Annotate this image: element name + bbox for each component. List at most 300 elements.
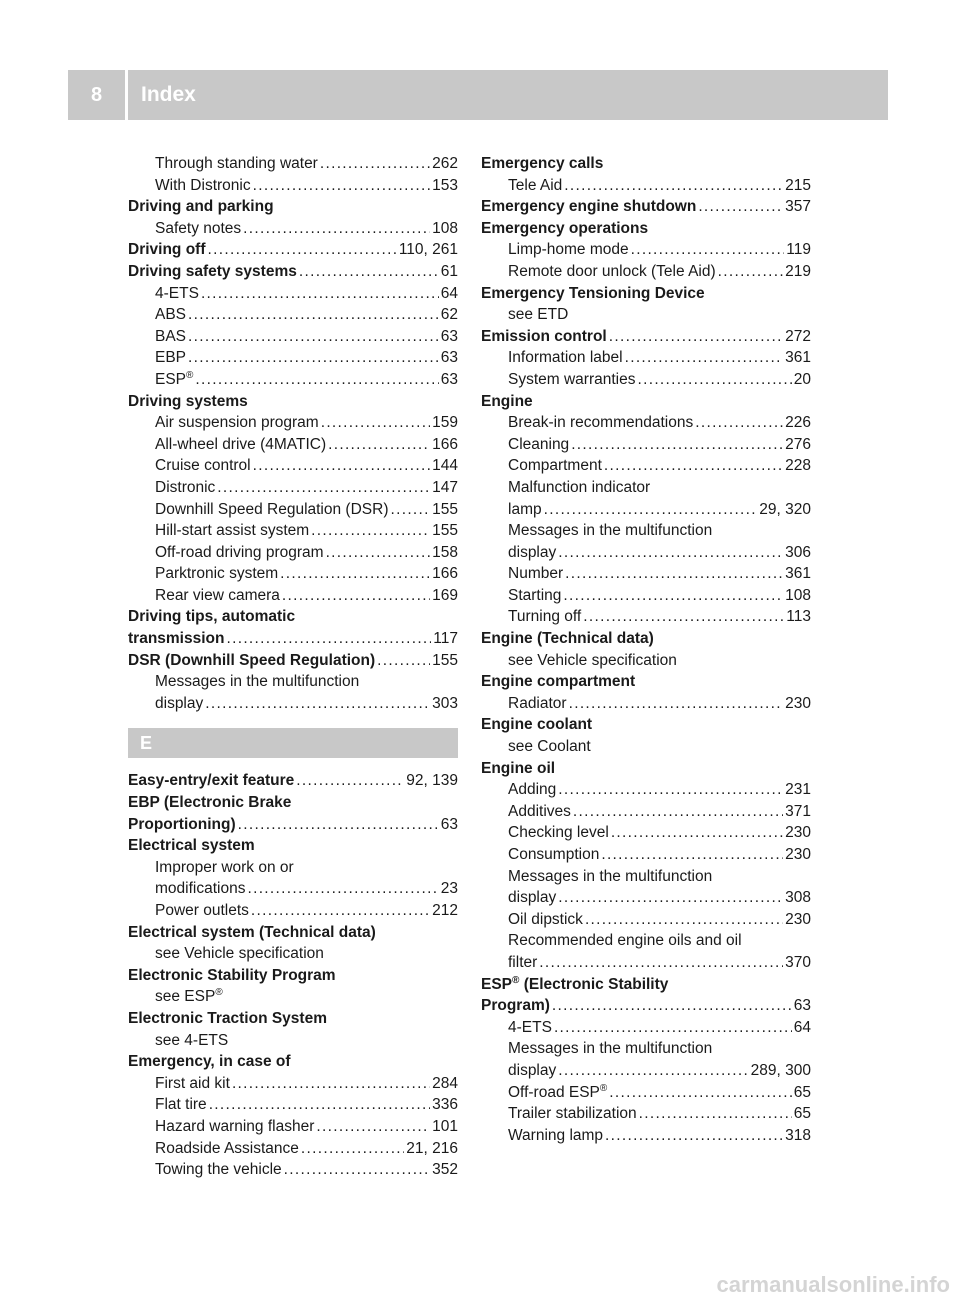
index-subentry: [481, 563, 811, 585]
entry-text: Power outlets: [155, 902, 249, 919]
page-reference[interactable]: 65: [793, 1105, 811, 1123]
index-entry: [128, 814, 458, 836]
index-subentry: [128, 283, 458, 305]
entry-text: System warranties: [508, 370, 636, 388]
index-subentry: [128, 434, 458, 456]
entry-text: Engine oil: [481, 759, 556, 777]
entry-text: 4-ETS: [508, 1018, 552, 1036]
index-subentry: [128, 943, 458, 965]
entry-text: Starting: [508, 586, 562, 604]
page-reference[interactable]: 306: [785, 543, 811, 561]
entry-text: lamp: [508, 500, 542, 518]
dot-leader: [563, 585, 783, 607]
index-subentry: [128, 857, 458, 879]
entry-text: Checking level: [508, 824, 609, 842]
page-reference[interactable]: 23: [440, 880, 458, 898]
index-subentry: [481, 1038, 811, 1060]
index-subentry: [128, 693, 458, 715]
index-subentry: [128, 585, 458, 607]
entry-text: Information label: [508, 349, 623, 367]
index-subentry: [481, 239, 811, 261]
index-subentry: [481, 455, 811, 477]
entry-text: With Distronic: [155, 176, 251, 194]
entry-text: Emergency operations: [481, 219, 649, 237]
page-reference[interactable]: 352: [432, 1161, 458, 1179]
dot-leader: [571, 434, 783, 456]
index-subentry: [128, 542, 458, 564]
index-subentry: [128, 520, 458, 542]
dot-leader: [188, 326, 439, 348]
dot-leader: [201, 283, 439, 305]
dot-leader: [282, 585, 430, 607]
page-reference[interactable]: 117: [433, 630, 458, 648]
index-subentry: [481, 606, 811, 628]
page-reference[interactable]: 228: [785, 457, 811, 475]
index-subentry: [128, 175, 458, 197]
entry-text: Driving systems: [128, 392, 248, 410]
page-reference[interactable]: 289, 300: [750, 1061, 811, 1079]
page-reference[interactable]: 155: [432, 651, 458, 669]
entry-text: transmission: [128, 630, 225, 648]
entry-text: Messages in the multifunction: [508, 867, 713, 885]
dot-leader: [253, 455, 431, 477]
entry-text: Hill-start assist system: [155, 522, 310, 540]
dot-leader: [611, 822, 783, 844]
dot-leader: [208, 239, 397, 261]
entry-text: modifications: [155, 880, 246, 898]
page-number: 8: [68, 70, 125, 120]
entry-text: Turning off: [508, 608, 582, 626]
entry-text: see ETD: [508, 306, 569, 324]
page-reference[interactable]: 308: [785, 889, 811, 907]
dot-leader: [554, 1017, 792, 1039]
dot-leader: [698, 196, 783, 218]
index-subentry: [128, 499, 458, 521]
index-subentry: [481, 347, 811, 369]
entry-text: ESP® (Electronic Stability: [481, 974, 669, 993]
index-subentry: [481, 801, 811, 823]
page-reference[interactable]: 155: [432, 522, 458, 540]
entry-text: Electronic Stability Program: [128, 966, 336, 984]
page-reference[interactable]: 371: [785, 802, 811, 820]
entry-text: Improper work on or: [155, 858, 294, 876]
entry-text: Messages in the multifunction: [508, 522, 713, 540]
index-entry: [128, 1008, 458, 1030]
index-subentry: [481, 952, 811, 974]
page-reference[interactable]: 64: [793, 1018, 811, 1036]
index-subentry: [128, 369, 458, 391]
entry-text: Driving off: [128, 241, 206, 259]
dot-leader: [299, 261, 439, 283]
entry-text: Downhill Speed Regulation (DSR): [155, 500, 389, 518]
dot-leader: [280, 563, 430, 585]
dot-leader: [390, 499, 430, 521]
page-reference[interactable]: 370: [785, 953, 811, 971]
page-reference[interactable]: 63: [440, 327, 458, 345]
index-entry: [128, 391, 458, 413]
entry-text: Driving and parking: [128, 198, 274, 216]
dot-leader: [558, 1060, 748, 1082]
page-reference[interactable]: 92, 139: [406, 772, 458, 790]
page-reference[interactable]: 284: [432, 1074, 458, 1092]
entry-text: display: [508, 1061, 557, 1079]
entry-text: Easy-entry/exit feature: [128, 772, 295, 790]
page-reference[interactable]: 153: [432, 176, 458, 194]
dot-leader: [565, 563, 783, 585]
index-subentry: [128, 1116, 458, 1138]
index-subentry: [128, 218, 458, 240]
dot-leader: [609, 326, 783, 348]
page-reference[interactable]: 215: [785, 176, 811, 194]
index-subentry: [481, 1060, 811, 1082]
entry-text: Electrical system (Technical data): [128, 923, 376, 941]
index-subentry: [128, 326, 458, 348]
dot-leader: [247, 878, 438, 900]
index-subentry: [481, 369, 811, 391]
index-subentry: [481, 1103, 811, 1125]
entry-text: Messages in the multifunction: [508, 1040, 713, 1058]
entry-text: Limp-home mode: [508, 241, 629, 259]
dot-leader: [284, 1159, 430, 1181]
index-entry: [481, 995, 811, 1017]
index-subentry: [481, 736, 811, 758]
entry-text: First aid kit: [155, 1074, 230, 1092]
dot-leader: [301, 1138, 404, 1160]
entry-text: Through standing water: [155, 155, 318, 172]
index-entry: [481, 283, 811, 305]
dot-leader: [639, 1103, 792, 1125]
page-reference[interactable]: 144: [432, 457, 458, 475]
page-reference[interactable]: 119: [786, 241, 811, 259]
entry-text: Warning lamp: [508, 1126, 604, 1144]
page-reference[interactable]: 230: [785, 846, 811, 863]
entry-text: Engine coolant: [481, 716, 593, 734]
entry-text: Cruise control: [155, 457, 251, 475]
index-subentry: [481, 542, 811, 564]
entry-text: Roadside Assistance: [155, 1139, 299, 1157]
page-reference[interactable]: 276: [785, 435, 811, 453]
entry-text: filter: [508, 953, 538, 971]
entry-text: Parktronic system: [155, 565, 279, 583]
index-entry: [481, 218, 811, 240]
section-header-e: E: [128, 728, 458, 758]
dot-leader: [637, 369, 791, 391]
page-reference[interactable]: 262: [432, 155, 458, 172]
page-reference[interactable]: 21, 216: [406, 1139, 458, 1157]
entry-text: Emergency engine shutdown: [481, 198, 697, 216]
index-subentry: [481, 585, 811, 607]
entry-text: Additives: [508, 802, 571, 820]
entry-text: Rear view camera: [155, 586, 280, 604]
index-subentry: [128, 1094, 458, 1116]
entry-text: Electronic Traction System: [128, 1009, 327, 1027]
page-reference[interactable]: 230: [785, 824, 811, 842]
entry-text: EBP: [155, 349, 187, 367]
entry-text: Compartment: [508, 457, 602, 475]
index-subentry: [481, 304, 811, 326]
page-reference[interactable]: 63: [440, 349, 458, 367]
dot-leader: [328, 434, 430, 456]
index-entry: [128, 196, 458, 218]
page-reference[interactable]: 226: [785, 414, 811, 432]
index-subentry: [481, 499, 811, 521]
dot-leader: [326, 542, 431, 564]
index-subentry: [128, 878, 458, 900]
index-entry: [481, 974, 811, 996]
index-entry: [128, 922, 458, 944]
dot-leader: [609, 1082, 791, 1104]
entry-text: Engine: [481, 392, 533, 410]
page-reference[interactable]: 303: [432, 694, 458, 712]
dot-leader: [316, 1116, 430, 1138]
page-reference[interactable]: 113: [786, 608, 811, 626]
page-reference[interactable]: 361: [785, 565, 811, 583]
index-subentry: [128, 455, 458, 477]
index-subentry: [481, 175, 811, 197]
dot-leader: [296, 770, 404, 792]
entry-text: see Vehicle specification: [508, 651, 677, 669]
index-entry: [481, 196, 811, 218]
index-subentry: [481, 477, 811, 499]
page-reference[interactable]: 65: [793, 1083, 811, 1101]
dot-leader: [217, 477, 430, 499]
index-entry: [481, 758, 811, 780]
dot-leader: [552, 995, 792, 1017]
dot-leader: [718, 261, 783, 283]
header-divider: [125, 70, 128, 120]
page-reference[interactable]: 63: [440, 370, 458, 388]
page-reference[interactable]: 166: [432, 565, 458, 583]
page-reference[interactable]: 147: [432, 478, 458, 496]
index-entry: [128, 965, 458, 987]
dot-leader: [625, 347, 784, 369]
index-subentry: [481, 822, 811, 844]
entry-text: Air suspension program: [155, 414, 319, 432]
page-reference[interactable]: 318: [785, 1126, 811, 1144]
page-reference[interactable]: 336: [432, 1096, 458, 1114]
page-reference[interactable]: 272: [785, 327, 811, 345]
entry-text: Emergency Tensioning Device: [481, 284, 705, 302]
index-entry: [481, 326, 811, 348]
page-reference[interactable]: 158: [432, 543, 458, 561]
index-entry: [481, 671, 811, 693]
index-entry: [128, 261, 458, 283]
page-reference[interactable]: 63: [793, 997, 811, 1015]
index-entry: [128, 628, 458, 650]
index-subentry: [481, 693, 811, 715]
page-reference[interactable]: 361: [785, 349, 811, 367]
page-reference[interactable]: 155: [432, 500, 458, 518]
index-subentry: [481, 844, 811, 866]
page-reference[interactable]: 212: [432, 902, 458, 919]
page-reference[interactable]: 101: [432, 1117, 458, 1135]
page-reference[interactable]: 159: [432, 414, 458, 432]
entry-text: Driving tips, automatic: [128, 608, 296, 626]
dot-leader: [558, 779, 783, 801]
page-reference[interactable]: 108: [785, 586, 811, 604]
entry-text: see ESP®: [155, 987, 223, 1006]
dot-leader: [188, 347, 439, 369]
page-reference[interactable]: 231: [785, 781, 811, 799]
entry-text: Remote door unlock (Tele Aid): [508, 262, 716, 280]
index-subentry: [128, 986, 458, 1008]
index-subentry: [481, 887, 811, 909]
watermark: carmanualsonline.info: [716, 1272, 950, 1297]
entry-text: Distronic: [155, 478, 216, 496]
dot-leader: [377, 650, 430, 672]
entry-text: ABS: [155, 306, 187, 324]
entry-text: Engine (Technical data): [481, 630, 654, 648]
entry-text: BAS: [155, 327, 187, 345]
dot-leader: [573, 801, 783, 823]
dot-leader: [631, 239, 785, 261]
dot-leader: [604, 455, 783, 477]
index-subentry: [128, 153, 458, 175]
dot-leader: [226, 628, 431, 650]
entry-text: Emission control: [481, 327, 607, 345]
entry-text: 4-ETS: [155, 284, 199, 302]
dot-leader: [558, 887, 783, 909]
index-subentry: [481, 520, 811, 542]
page-reference[interactable]: 62: [440, 306, 458, 324]
dot-leader: [539, 952, 783, 974]
entry-text: All-wheel drive (4MATIC): [155, 435, 327, 453]
entry-text: Proportioning): [128, 815, 236, 833]
index-subentry: [481, 261, 811, 283]
entry-text: Program): [481, 997, 550, 1015]
entry-text: Radiator: [508, 694, 567, 712]
index-subentry: [481, 1017, 811, 1039]
dot-leader: [320, 153, 430, 175]
page-reference[interactable]: 20: [793, 370, 811, 388]
page-reference[interactable]: 110, 261: [398, 241, 458, 259]
index-entry: [128, 650, 458, 672]
page-reference[interactable]: 230: [785, 910, 811, 928]
entry-text: display: [508, 889, 557, 907]
index-subentry: [481, 412, 811, 434]
entry-text: Cleaning: [508, 435, 570, 453]
dot-leader: [188, 304, 439, 326]
index-subentry: [128, 1159, 458, 1181]
index-subentry: [481, 779, 811, 801]
page-reference[interactable]: 108: [432, 219, 458, 237]
index-entry: [128, 239, 458, 261]
entry-text: Break-in recommendations: [508, 414, 694, 432]
page-title: Index: [141, 83, 196, 106]
dot-leader: [605, 1125, 783, 1147]
dot-leader: [564, 175, 783, 197]
page-reference[interactable]: 64: [440, 284, 458, 302]
dot-leader: [585, 909, 783, 931]
entry-text: Hazard warning flasher: [155, 1117, 315, 1135]
index-entry: [481, 714, 811, 736]
index-entry: [128, 606, 458, 628]
dot-leader: [558, 542, 783, 564]
index-entry: [481, 628, 811, 650]
entry-text: see 4-ETS: [155, 1031, 229, 1049]
entry-text: Off-road driving program: [155, 543, 324, 561]
dot-leader: [544, 499, 758, 521]
entry-text: Flat tire: [155, 1096, 207, 1114]
entry-text: Consumption: [508, 846, 600, 863]
dot-leader: [695, 412, 783, 434]
dot-leader: [601, 844, 783, 866]
index-subentry: [128, 347, 458, 369]
index-subentry: [128, 1073, 458, 1095]
entry-text: Electrical system: [128, 837, 255, 855]
index-subentry: [128, 563, 458, 585]
index-entry: [128, 835, 458, 857]
index-subentry: [481, 434, 811, 456]
page-reference[interactable]: 169: [432, 586, 458, 604]
entry-text: display: [155, 694, 204, 712]
page-reference[interactable]: 166: [432, 435, 458, 453]
dot-leader: [195, 369, 438, 391]
entry-text: see Coolant: [508, 738, 591, 756]
dot-leader: [321, 412, 430, 434]
page-reference[interactable]: 29, 320: [759, 500, 811, 518]
index-column-left: [128, 153, 458, 1181]
entry-text: Emergency, in case of: [128, 1053, 291, 1071]
page-reference[interactable]: 357: [785, 198, 811, 216]
index-entry: [128, 792, 458, 814]
entry-text: Recommended engine oils and oil: [508, 932, 742, 950]
index-subentry: [128, 671, 458, 693]
index-subentry: [481, 1125, 811, 1147]
entry-text: Tele Aid: [508, 176, 563, 194]
index-entry: [128, 1051, 458, 1073]
entry-text: see Vehicle specification: [155, 945, 324, 963]
index-subentry: [481, 1082, 811, 1104]
index-subentry: [128, 900, 458, 922]
page-reference[interactable]: 219: [785, 262, 811, 280]
entry-text: EBP (Electronic Brake: [128, 794, 292, 812]
entry-text: display: [508, 543, 557, 561]
index-entry: [128, 770, 458, 792]
entry-text: Driving safety systems: [128, 262, 297, 280]
dot-leader: [209, 1094, 430, 1116]
dot-leader: [311, 520, 430, 542]
entry-text: Safety notes: [155, 219, 242, 237]
entry-text: Malfunction indicator: [508, 478, 651, 496]
dot-leader: [253, 175, 431, 197]
entry-text: Towing the vehicle: [155, 1161, 282, 1179]
index-subentry: [128, 412, 458, 434]
index-subentry: [128, 304, 458, 326]
entry-text: Trailer stabilization: [508, 1105, 637, 1123]
dot-leader: [251, 900, 430, 922]
index-subentry: [481, 650, 811, 672]
dot-leader: [583, 606, 784, 628]
index-subentry: [481, 866, 811, 888]
page-reference[interactable]: 61: [440, 262, 458, 280]
dot-leader: [232, 1073, 430, 1095]
dot-leader: [569, 693, 784, 715]
entry-text: ESP®: [155, 369, 194, 388]
index-entry: [481, 391, 811, 413]
entry-text: DSR (Downhill Speed Regulation): [128, 651, 376, 669]
index-subentry: [481, 909, 811, 931]
index-subentry: [128, 477, 458, 499]
entry-text: Oil dipstick: [508, 910, 583, 928]
entry-text: Off-road ESP®: [508, 1082, 608, 1101]
page-reference[interactable]: 63: [440, 815, 458, 833]
page-reference[interactable]: 230: [785, 694, 811, 712]
entry-text: Number: [508, 565, 564, 583]
index-subentry: [481, 930, 811, 952]
entry-text: Messages in the multifunction: [155, 673, 360, 691]
index-column-right: [481, 153, 811, 1146]
